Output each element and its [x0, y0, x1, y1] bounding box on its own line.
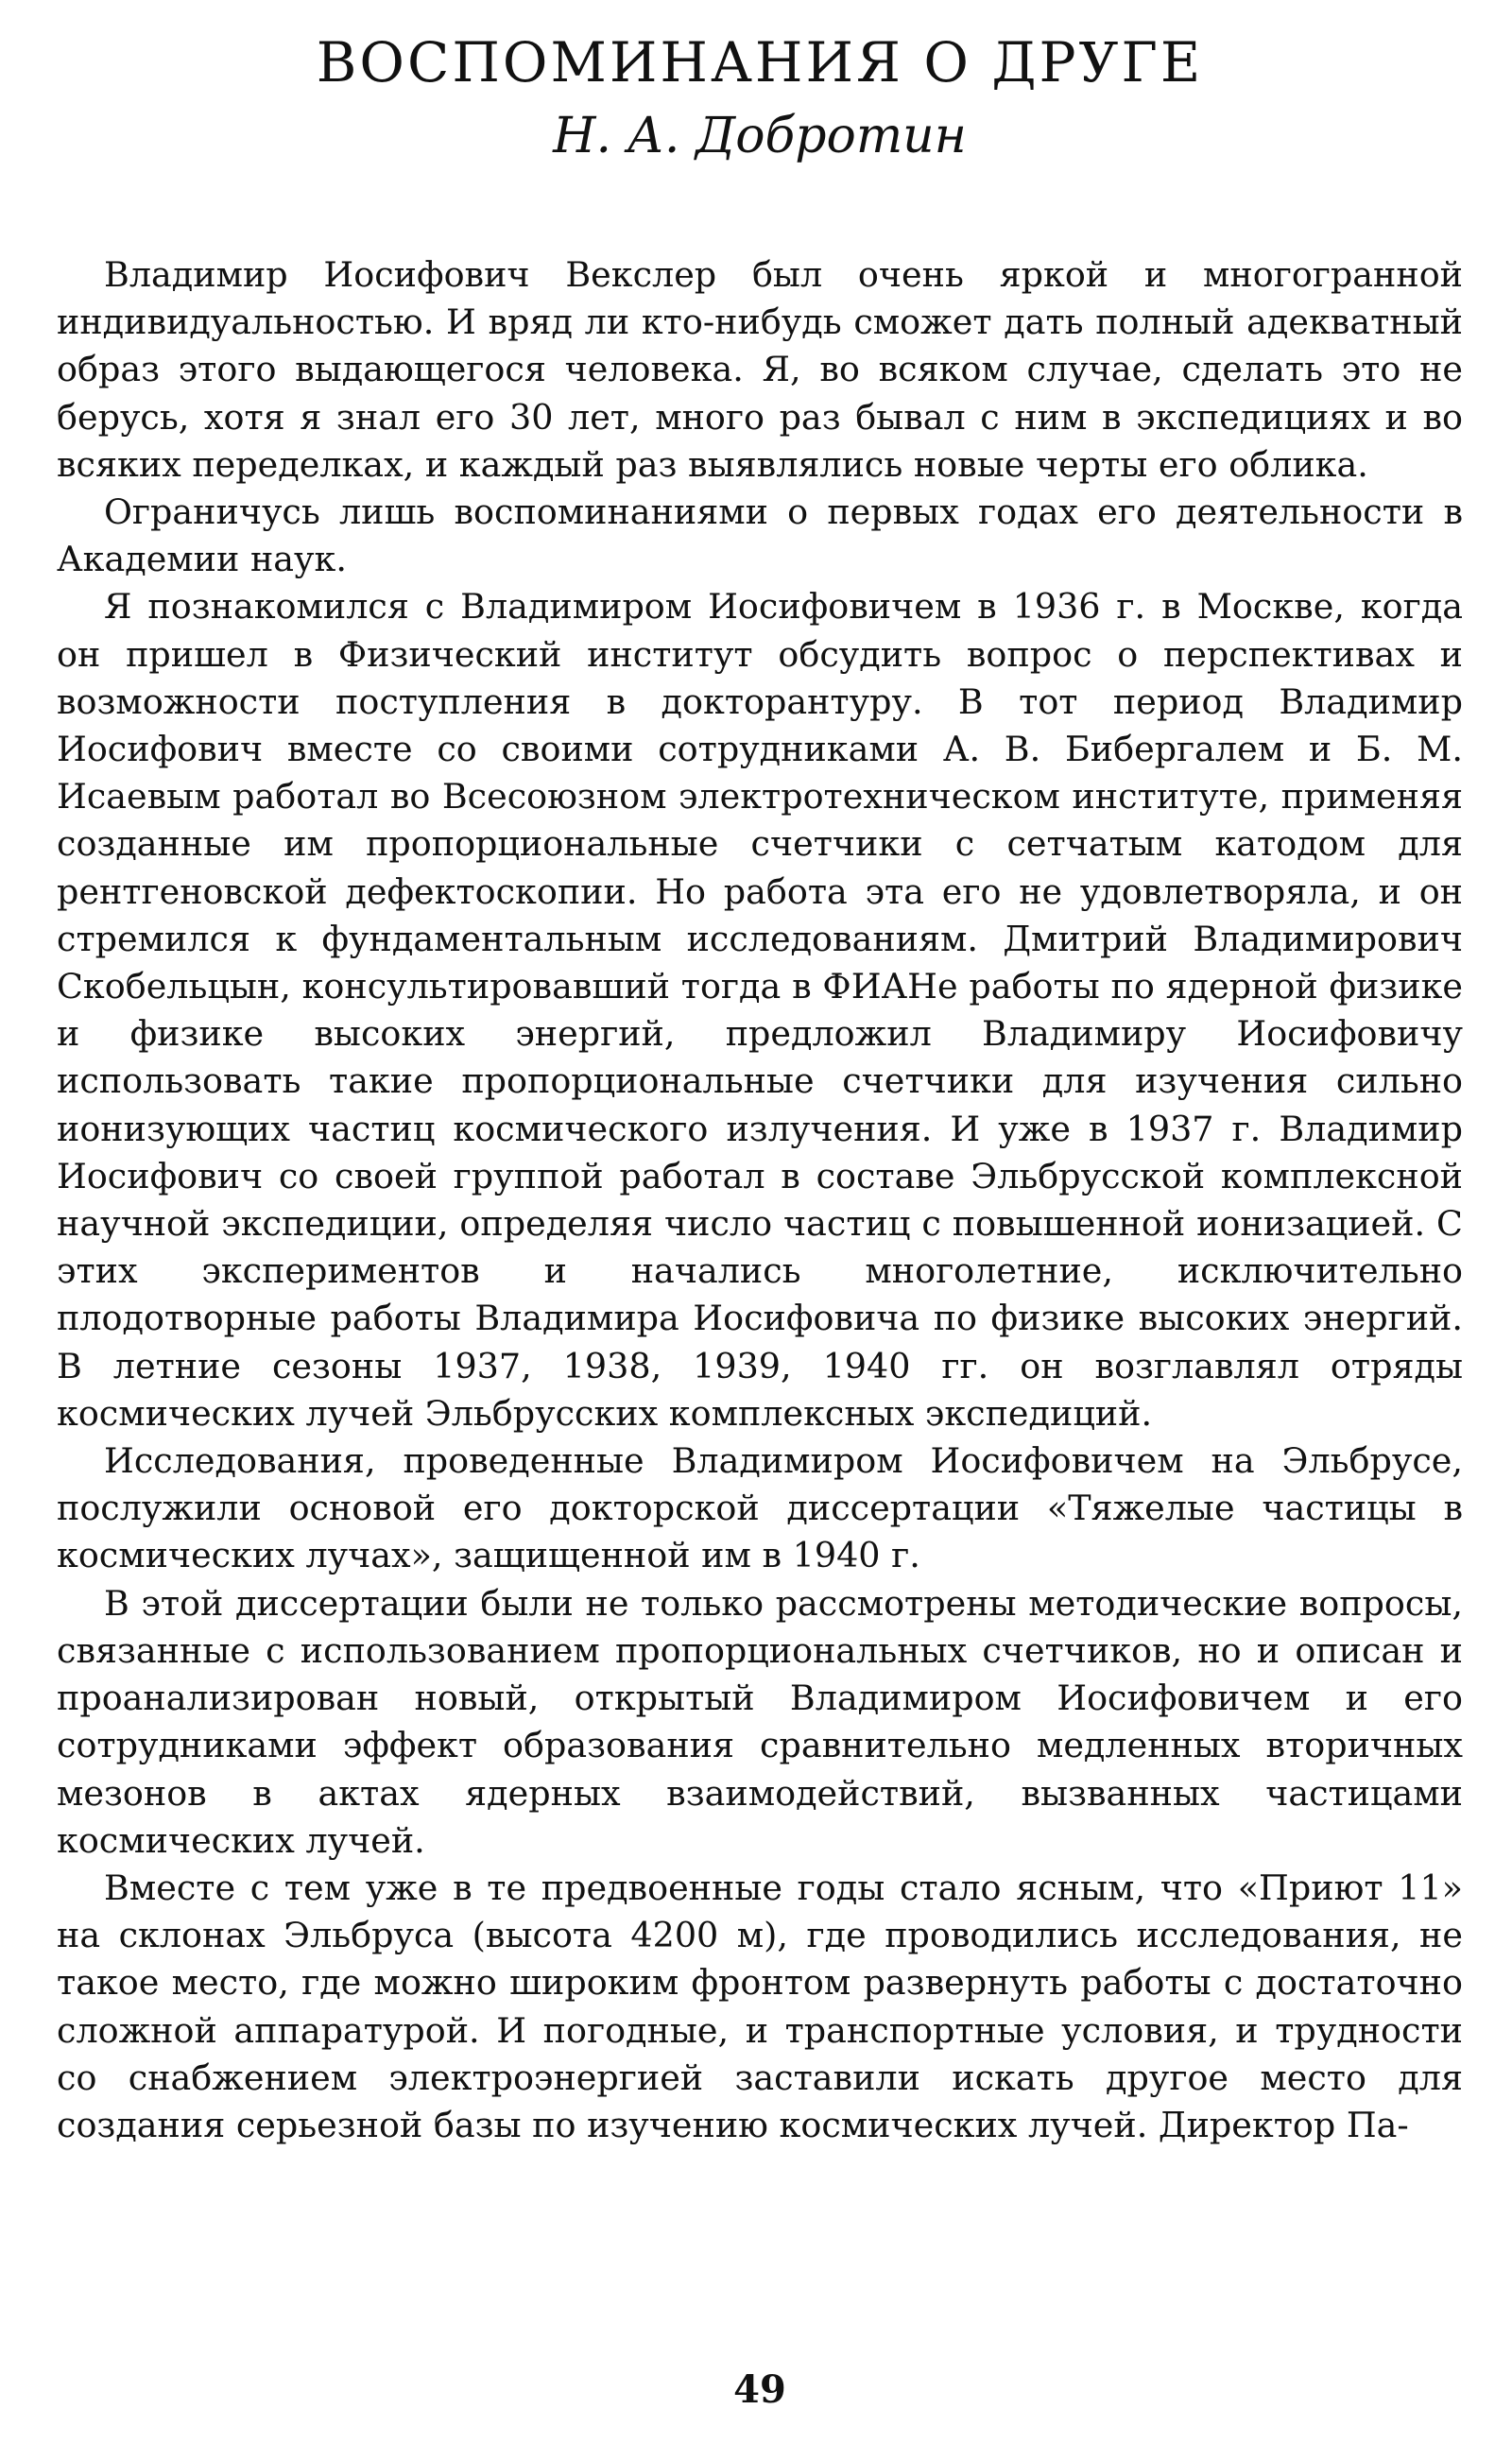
paragraph: Исследования, проведенные Владимиром Иосифовичем на Эльбрусе, послужили основой его докторской диссертации «Тяжелые частицы в космических лучах», защищенной им в 1940 г.: [57, 1440, 1463, 1576]
page-number: 49: [733, 2367, 786, 2412]
article-author: Н. А. Добротин: [553, 108, 967, 164]
paragraph: Вместе с тем уже в те предвоенные годы стало ясным, что «Приют 11» на склонах Эльбруса (высота 4200 м), где проводились исследования, не такое место, где можно широким фронтом развернуть работы с достаточно сложной аппаратурой. И погодные, и транспортные условия, и трудности со снабжением электроэнергией заставили искать другое место для создания серьезной базы по изучению космических лучей. Директор Па-: [57, 1867, 1463, 2145]
book-page: [57, 26, 1463, 2435]
paragraph: Ограничусь лишь воспоминаниями о первых годах его деятельности в Академии наук.: [57, 491, 1463, 580]
article-title: ВОСПОМИНАНИЯ О ДРУГЕ: [316, 30, 1204, 95]
article-body: [57, 251, 1463, 2149]
paragraph: В этой диссертации были не только рассмотрены методические вопросы, связанные с использованием пропорциональных счетчиков, но и описан и проанализирован новый, открытый Владимиром Иосифовичем и его сотрудниками эффект образования сравнительно медленных вторичных мезонов в актах ядерных взаимодействий, вызванных частицами космических лучей.: [57, 1582, 1463, 1861]
paragraph: Я познакомился с Владимиром Иосифовичем в 1936 г. в Москве, когда он пришел в Физический институт обсудить вопрос о перспективах и возможности поступления в докторантуру. В тот период Владимир Иосифович вместе со своими сотрудниками А. В. Бибергалем и Б. М. Исаевым работал во Всесоюзном электротехническом институте, применяя созданные им пропорциональные счетчики с сетчатым катодом для рентгеновской дефектоскопии. Но работа эта его не удовлетворяла, и он стремился к фундаментальным исследованиям. Дмитрий Владимирович Скобельцын, консультировавший тогда в ФИАНе работы по ядерной физике и физике высоких энергий, предложил Владимиру Иосифовичу использовать такие пропорциональные счетчики для изучения сильно ионизующих частиц космического излучения. И уже в 1937 г. Владимир Иосифович со своей группой работал в составе Эльбрусской комплексной научной экспедиции, определяя число частиц с повышенной ионизацией. С этих экспериментов и начались многолетние, исключительно плодотворные работы Владимира Иосифовича по физике высоких энергий. В летние сезоны 1937, 1938, 1939, 1940 гг. он возглавлял отряды космических лучей Эльбрусских комплексных экспедиций.: [57, 586, 1463, 1434]
paragraph: Владимир Иосифович Векслер был очень яркой и многогранной индивидуальностью. И вряд ли кто-нибудь сможет дать полный адекватный образ этого выдающегося человека. Я, во всяком случае, сделать это не берусь, хотя я знал его 30 лет, много раз бывал с ним в экспедициях и во всяких переделках, и каждый раз выявлялись новые черты его облика.: [57, 254, 1463, 485]
